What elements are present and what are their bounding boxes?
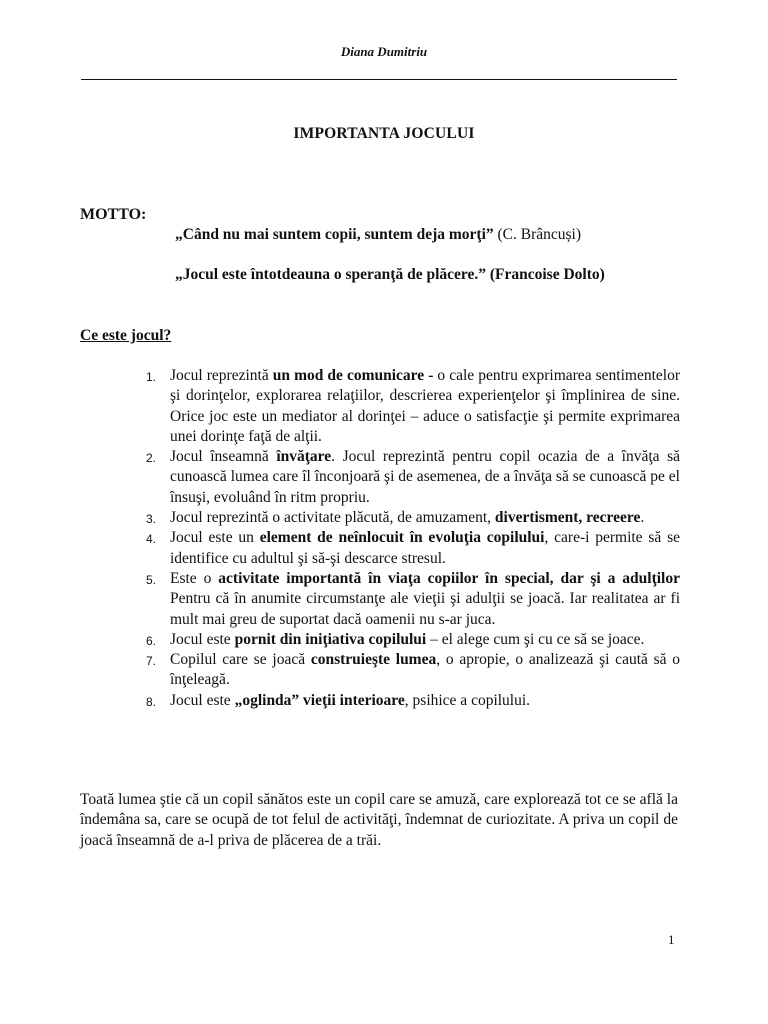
list-item-text: , o apropie, o analizează şi caută să o înţeleagă.	[170, 651, 680, 689]
list-item-text: Jocul este un	[170, 529, 260, 547]
list-item-emphasis: element de neînlocuit în evoluţia copilului	[259, 529, 545, 547]
header-author: Diana Dumitriu	[340, 44, 428, 59]
list-item-emphasis: construieşte lumea	[310, 651, 437, 669]
list-item-text: o cale pentru exprimarea sentimentelor şi dorinţelor, explorarea relaţiilor, descrierea experienţelor şi împlinirea de sine. Orice joc este un mediator al dorinţei – aduce o satisfacţie şi permite exprimarea unei dorinţe faţă de alţii.	[170, 367, 680, 445]
motto-quote-2: „Jocul este întotdeauna o speranţă de plăcere.” (Francoise Dolto)	[175, 266, 605, 283]
list-item-text: , care-i permite să se identifice cu adultul şi să-şi descarce stresul.	[170, 529, 680, 567]
closing-paragraph: Toată lumea ştie că un copil sănătos este un copil care se amuză, care explorează tot ce se află la îndemâna sa, care se ocupă de tot felul de activităţi, îndemnat de curiozitate. A priva un copil de joacă înseamnă de a-l priva de plăcerea de a trăi.	[80, 791, 678, 849]
list-item-emphasis: divertisment, recreere	[494, 509, 641, 527]
motto-label: MOTTO:	[80, 206, 147, 223]
list-item-text: Pentru că în anumite circumstanţe ale vieţii şi adulţii se joacă. Iar realitatea ar fi mult mai greu de suportat dacă oamenii nu s-ar juca.	[170, 590, 680, 628]
list-item	[120, 630, 680, 650]
list-item-text: Copilul care se joacă	[170, 651, 311, 669]
list-item-number: 5.	[146, 572, 157, 587]
list-item-emphasis: pornit din iniţiativa copilului	[234, 630, 427, 648]
list-item-number: 3.	[146, 512, 157, 527]
list-item-text: Jocul reprezintă	[170, 367, 273, 384]
list-item-emphasis: învăţare	[276, 448, 332, 466]
list-item-number: 8.	[146, 694, 157, 709]
list-item-number: 1.	[146, 370, 157, 384]
list-item	[120, 366, 680, 447]
list-item	[120, 650, 680, 691]
list-item-text: Jocul este	[170, 630, 235, 648]
list-item-text: Jocul înseamnă	[170, 448, 277, 466]
page-number: 1	[668, 932, 675, 947]
list-item-emphasis: activitate importantă în viaţa copiilor în special, dar şi a adulţilor	[218, 569, 680, 587]
list-item	[120, 447, 680, 508]
motto-quote-1	[175, 226, 581, 244]
list-item-text: Jocul este	[170, 691, 235, 709]
list-item-text: .	[640, 509, 645, 527]
list-item	[120, 569, 680, 630]
list-item-emphasis: „oglinda” vieţii interioare	[234, 691, 405, 709]
motto-quote-1-attribution: (C. Brâncuși)	[493, 226, 582, 243]
header-divider	[81, 79, 677, 80]
motto-quote-1-text: „Când nu mai suntem copii, suntem deja morţi”	[175, 226, 494, 243]
list-item-text: . Jocul reprezintă pentru copil ocazia de a învăţa să cunoască lumea care îl înconjoară şi de asemenea, de a învăţa să se cunoască pe el însuşi, evoluând în ritm propriu.	[170, 448, 680, 506]
list-item-text: – el alege cum şi cu ce să se joace.	[426, 630, 645, 648]
list-item-number: 7.	[146, 654, 157, 669]
list-item	[120, 528, 680, 569]
list-item-number: 6.	[146, 633, 157, 648]
section-heading: Ce este jocul?	[80, 327, 172, 344]
list-item-text: , psihice a copilului.	[404, 691, 531, 709]
list-item	[120, 508, 680, 528]
list-item	[120, 691, 680, 711]
list-item-emphasis: un mod de comunicare -	[272, 367, 434, 384]
document-title: IMPORTANTA JOCULUI	[293, 125, 475, 142]
list-item-number: 2.	[146, 451, 157, 466]
list-item-text: Este o	[170, 569, 219, 587]
list-item-number: 4.	[146, 532, 157, 547]
list-item-text: Jocul reprezintă o activitate plăcută, de amuzament,	[170, 509, 495, 527]
numbered-list	[120, 366, 680, 711]
